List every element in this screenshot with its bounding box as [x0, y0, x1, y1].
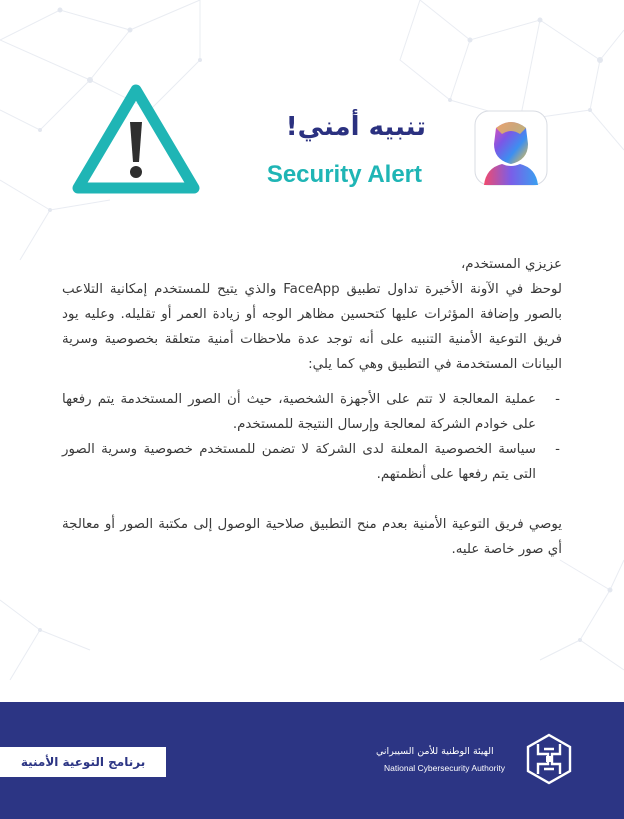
alert-title-english: Security Alert [266, 161, 422, 188]
list-item [62, 437, 562, 487]
program-badge [0, 747, 166, 777]
authority-name-english: National Cybersecurity Authority [384, 763, 505, 773]
program-label: برنامج التوعية الأمنية [20, 755, 146, 769]
message-body [62, 252, 562, 562]
warning-triangle-icon [72, 84, 200, 198]
list-item-text: عملية المعالجة لا تتم على الأجهزة الشخصية، حيث أن الصور المستخدمة يتم رفعها على خوادم الشركة لمعالجة وإرسال النتيجة للمستخدم. [62, 392, 536, 432]
list-item [62, 387, 562, 437]
intro-paragraph: لوحظ في الآونة الأخيرة تداول تطبيق FaceApp والذي يتيح للمستخدم إمكانية التلاعب بالصور وإضافة المؤثرات عليها كتحسين مظاهر الوجه أو زيادة العمر أو تقليله. وعليه يود فريق التوعية الأمنية التنبيه على أنه توجد عدة ملاحظات أمنية متعلقة بخصوصية وسرية البيانات المستخدمة في التطبيق وهي كما يلي: [62, 282, 563, 372]
list-item-text: سياسة الخصوصية المعلنة لدى الشركة لا تضمن للمستخدم خصوصية وسرية الصور التى يتم رفعها على أنظمتهم. [62, 442, 536, 482]
bullet-marker: - [555, 442, 560, 457]
recommendation-paragraph: يوصي فريق التوعية الأمنية بعدم منح التطبيق صلاحية الوصول إلى مكتبة الصور أو معالجة أي صور خاصة عليه. [62, 517, 562, 557]
bullet-marker: - [555, 392, 560, 407]
faceapp-icon [474, 110, 548, 186]
notes-list [62, 387, 562, 487]
footer-bar [0, 702, 624, 819]
authority-name-arabic: الهيئة الوطنية للأمن السيبراني [376, 746, 494, 757]
greeting-text: عزيزي المستخدم، [460, 257, 562, 272]
nca-logo-icon [524, 732, 574, 786]
alert-header [0, 0, 624, 230]
alert-title-arabic: تنبيه أمني! [285, 112, 426, 142]
